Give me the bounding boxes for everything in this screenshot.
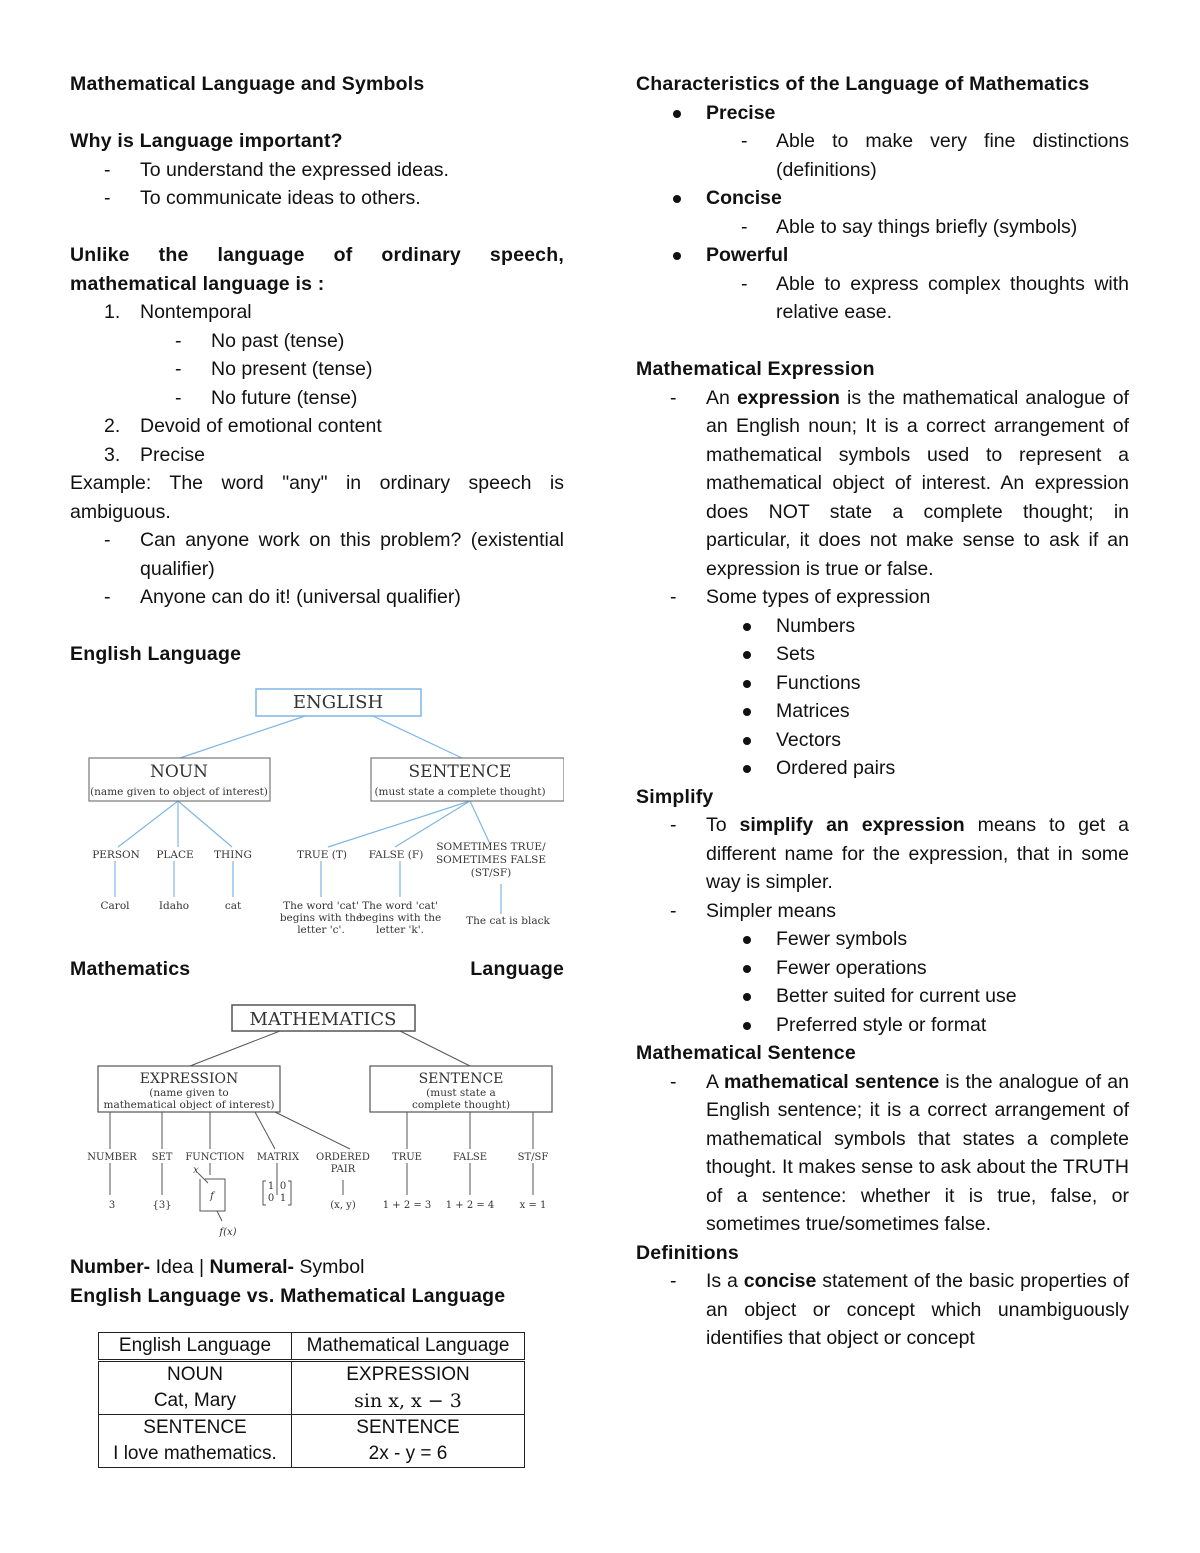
list-item: Matrices: [636, 697, 1129, 726]
example-label: f(x): [219, 1227, 237, 1238]
leaf-label: FALSE (F): [368, 848, 424, 861]
leaf-label: ORDERED: [316, 1152, 370, 1163]
list-item: Ordered pairs: [636, 754, 1129, 783]
english-root-label: ENGLISH: [292, 691, 384, 713]
leaf-label: TRUE: [392, 1152, 422, 1163]
table-row: [99, 1361, 525, 1415]
noun-sub-label: (name given to object of interest): [90, 785, 268, 798]
example-label: 0: [279, 1181, 287, 1192]
list-item: - Some types of expression: [636, 583, 1129, 612]
sentence-sub-label: (must state a: [426, 1087, 496, 1099]
example-label: Carol: [100, 899, 130, 912]
list-item: - Able to say things briefly (symbols): [636, 213, 1129, 242]
characteristic-label: Precise: [636, 99, 1129, 128]
math-tree-diagram: [70, 983, 564, 1253]
unlike-heading: Unlike the language of ordinary speech,: [70, 244, 564, 266]
table-cell: NOUN Cat, Mary: [99, 1361, 292, 1415]
example-label: f: [210, 1191, 214, 1202]
table-cell: SENTENCE 2x - y = 6: [292, 1415, 525, 1468]
list-item: Preferred style or format: [636, 1011, 1129, 1040]
example-label: 1 + 2 = 4: [445, 1200, 495, 1211]
example-label: The cat is black: [466, 914, 550, 927]
table-header-cell: English Language: [99, 1333, 292, 1361]
leaf-label: PERSON: [92, 848, 140, 861]
vs-heading: English Language vs. Mathematical Language: [70, 1284, 506, 1307]
list-item: 1. Nontemporal: [104, 301, 252, 323]
sentence-heading: Mathematical Sentence: [636, 1042, 856, 1064]
list-item: - Able to make very fine distinctions (definitions): [636, 127, 1129, 184]
sentence-sub-label: complete thought): [411, 1099, 511, 1111]
example-text: Example: The word "any" in ordinary speech is ambiguous.: [70, 472, 564, 523]
simplify-heading: Simplify: [636, 785, 714, 808]
list-item: Numbers: [636, 612, 1129, 641]
list-item: 3. Precise: [104, 443, 206, 466]
list-item: Sets: [636, 640, 1129, 669]
list-item: - An expression is the mathematical analogue of an English noun; It is a correct arrangement of mathematical symbols used to represent a mathematical object of interest. An expression does NOT state a complete thought; in particular, it does not make sense to ask if an expression is true or false.: [636, 384, 1129, 584]
leaf-label: PLACE: [156, 848, 194, 861]
list-item: Better suited for current use: [636, 982, 1129, 1011]
example-label: begins with the: [358, 911, 442, 924]
unlike-heading-line2: mathematical language is :: [70, 272, 325, 295]
characteristic-label: Powerful: [636, 241, 1129, 270]
example-label: {3}: [152, 1200, 172, 1211]
table-cell: EXPRESSION sin x, x − 3: [292, 1361, 525, 1415]
list-item: - No past (tense): [70, 327, 564, 356]
example-label: (x, y): [330, 1200, 356, 1211]
example-label: The word 'cat': [362, 899, 438, 912]
example-label: 3: [108, 1200, 116, 1211]
leaf-label: THING: [214, 848, 252, 861]
list-item: - Anyone can do it! (universal qualifier): [70, 583, 564, 612]
english-heading: English Language: [70, 643, 242, 665]
list-item: Vectors: [636, 726, 1129, 755]
expression-label: EXPRESSION: [139, 1071, 239, 1087]
page-title: Mathematical Language and Symbols: [70, 73, 425, 95]
example-label: x: [193, 1165, 199, 1176]
comparison-table: [98, 1332, 525, 1468]
sentence-sub-label: (must state a complete thought): [374, 785, 546, 798]
leaf-label: SET: [151, 1152, 173, 1163]
list-item: - Can anyone work on this problem? (existential qualifier): [70, 526, 564, 583]
math-heading: Mathematics Language: [70, 957, 564, 980]
leaf-label: (ST/SF): [470, 866, 512, 879]
characteristic-label: Concise: [636, 184, 1129, 213]
list-item: - To simplify an expression means to get a different name for the expression, that in some way is simpler.: [636, 811, 1129, 897]
example-label: letter 'k'.: [375, 923, 425, 936]
sentence-label: SENTENCE: [408, 761, 512, 782]
example-label: x = 1: [519, 1200, 547, 1211]
example-label: 1: [279, 1193, 287, 1204]
list-item: - No future (tense): [70, 384, 564, 413]
why-heading: Why is Language important?: [70, 130, 343, 152]
example-label: Idaho: [158, 899, 190, 912]
leaf-label: SOMETIMES FALSE: [435, 853, 547, 866]
table-header-cell: Mathematical Language: [292, 1333, 525, 1361]
example-label: cat: [224, 899, 242, 912]
example-label: 1 + 2 = 3: [382, 1200, 432, 1211]
english-tree-diagram: [70, 669, 564, 955]
example-label: The word 'cat': [283, 899, 359, 912]
expression-sub-label: mathematical object of interest): [103, 1099, 275, 1111]
characteristics-heading: Characteristics of the Language of Mathematics: [636, 73, 1090, 95]
example-label: 1: [267, 1181, 275, 1192]
leaf-label: FUNCTION: [185, 1152, 245, 1163]
table-row: [99, 1415, 525, 1468]
right-column: [636, 70, 1129, 1353]
leaf-label: MATRIX: [256, 1152, 300, 1163]
sentence-label: SENTENCE: [418, 1071, 504, 1087]
list-item: 2. Devoid of emotional content: [104, 415, 382, 437]
math-root-label: MATHEMATICS: [249, 1009, 397, 1030]
example-label: letter 'c'.: [297, 923, 345, 936]
noun-label: NOUN: [149, 761, 209, 782]
example-label: 0: [267, 1193, 275, 1204]
list-item: - Simpler means: [636, 897, 1129, 926]
leaf-label: NUMBER: [87, 1152, 137, 1163]
expression-heading: Mathematical Expression: [636, 358, 875, 380]
expression-sub-label: (name given to: [149, 1087, 229, 1099]
list-item: Functions: [636, 669, 1129, 698]
leaf-label: ST/SF: [517, 1152, 549, 1163]
list-item: - A mathematical sentence is the analogue of an English sentence; it is a correct arrangement of mathematical symbols that states a complete thought. It makes sense to ask about the TRUTH of a sentence: whether it is true, false, or sometimes true/sometimes false.: [636, 1068, 1129, 1239]
leaf-label: PAIR: [330, 1164, 356, 1175]
definitions-heading: Definitions: [636, 1241, 739, 1264]
list-item: Fewer symbols: [636, 925, 1129, 954]
table-cell: SENTENCE I love mathematics.: [99, 1415, 292, 1468]
leaf-label: SOMETIMES TRUE/: [436, 840, 546, 853]
leaf-label: FALSE: [452, 1152, 488, 1163]
list-item: - Is a concise statement of the basic properties of an object or concept which unambiguously identifies that object or concept: [636, 1267, 1129, 1353]
list-item: - To understand the expressed ideas.: [70, 156, 564, 185]
list-item: - To communicate ideas to others.: [70, 184, 564, 213]
left-column: [70, 70, 564, 1468]
number-numeral-line: Number- Idea | Numeral- Symbol: [70, 1256, 365, 1278]
list-item: Fewer operations: [636, 954, 1129, 983]
example-label: begins with the: [279, 911, 363, 924]
list-item: - No present (tense): [70, 355, 564, 384]
leaf-label: TRUE (T): [297, 848, 347, 861]
table-header-row: [99, 1333, 525, 1361]
list-item: - Able to express complex thoughts with relative ease.: [636, 270, 1129, 327]
